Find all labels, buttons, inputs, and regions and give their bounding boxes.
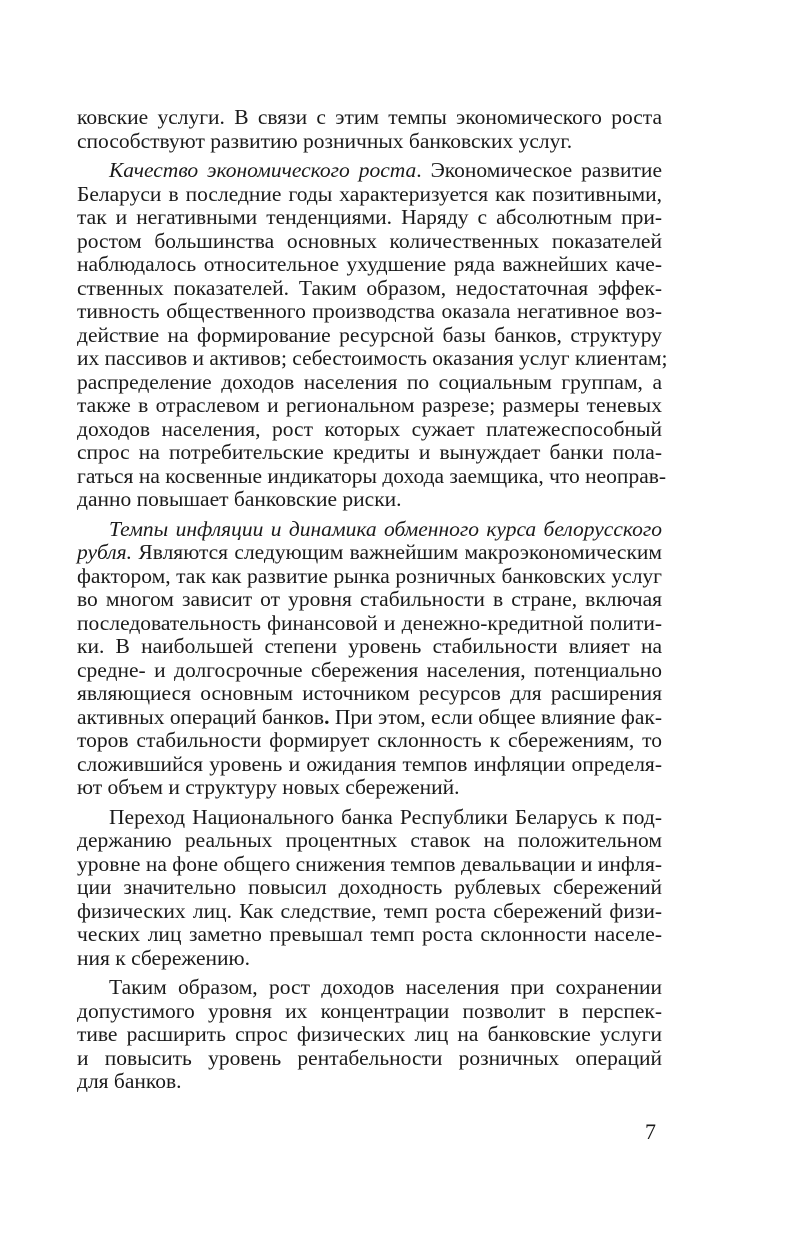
text-line: [77, 729, 662, 753]
text-run: средне- и долгосрочные сбережения населения, потенциально: [77, 657, 662, 682]
text-run: способствуют развитию розничных банковских услуг.: [77, 128, 573, 153]
paragraph: [77, 106, 662, 153]
paragraph: [77, 158, 668, 512]
text-line: [77, 876, 662, 900]
text-run: Переход Национального банка Республики Беларусь к под-: [109, 804, 662, 829]
text-line: [77, 106, 662, 130]
paragraph: [77, 976, 662, 1094]
text-line: [77, 394, 662, 418]
text-line: [77, 277, 662, 301]
text-run: держанию реальных процентных ставок на положительном: [77, 828, 662, 852]
text-run: действие на формирование ресурсной базы банков, структуру: [77, 322, 662, 347]
text-line: [77, 1000, 662, 1024]
text-line: [77, 588, 662, 612]
text-line: [77, 776, 662, 800]
text-line: [77, 635, 662, 659]
text-line: [77, 1070, 662, 1094]
text-line: [77, 300, 662, 324]
text-run: допустимого уровня их концентрации позволит в перспек-: [77, 998, 662, 1023]
text-line: [77, 518, 662, 542]
text-run: ростом большинства основных количественных показателей: [77, 228, 662, 253]
text-line: [77, 829, 662, 853]
italic-run: Темпы инфляции и динамика обменного курса белорусского: [109, 516, 662, 541]
text-line: [77, 659, 662, 683]
paragraph: [77, 806, 662, 971]
text-run: ют объем и структуру новых сбережений.: [77, 775, 460, 799]
text-run: данно повышает банковские риски.: [77, 487, 402, 511]
text-run: Являются следующим важнейшим макроэкономическим: [132, 540, 662, 564]
text-line: [77, 371, 662, 395]
text-line: [77, 706, 662, 730]
text-line: [77, 1047, 662, 1071]
text-line: [77, 159, 662, 183]
text-run: для банков.: [77, 1069, 182, 1093]
text-run: наблюдалось относительное ухудшение ряда важнейших каче-: [77, 252, 662, 276]
text-line: [77, 1023, 662, 1047]
text-run: торов стабильности формирует склонность к сбережениям, то: [77, 728, 662, 752]
text-run: ческих лиц заметно превышал темп роста склонности населе-: [77, 922, 662, 946]
text-run: При этом, если общее влияние фак-: [329, 704, 662, 729]
text-run: Беларуси в последние годы характеризуется как позитивными,: [77, 181, 662, 206]
text-run: ковские услуги. В связи с этим темпы экономического роста: [77, 105, 662, 129]
text-line: [77, 346, 668, 371]
text-run: доходов населения, рост которых сужает платежеспособный: [77, 416, 662, 441]
text-run: физических лиц. Как следствие, темп роста сбережений физи-: [77, 898, 662, 923]
text-run: . Экономическое развитие: [416, 158, 662, 182]
text-run: также в отраслевом и региональном разрезе; размеры теневых: [77, 393, 662, 417]
text-line: [77, 541, 662, 565]
text-run: активных операций банков: [77, 704, 325, 729]
text-run: сложившийся уровень и ожидания темпов инфляции определя-: [77, 751, 662, 776]
text-line: [77, 130, 662, 154]
text-line: [77, 488, 662, 512]
text-line: [77, 463, 667, 489]
italic-run: рубля.: [77, 540, 133, 564]
paragraph: [77, 518, 662, 800]
text-run: так и негативными тенденциями. Наряду с абсолютным при-: [77, 205, 662, 229]
text-line: [77, 418, 662, 442]
text-line: [77, 976, 662, 1000]
text-line: [77, 900, 662, 924]
text-run: последовательность финансовой и денежно-кредитной полити-: [77, 610, 662, 635]
text-run: и повысить уровень рентабельности розничных операций: [77, 1045, 662, 1070]
text-line: [77, 682, 662, 706]
text-line: [77, 324, 662, 348]
text-run: распределение доходов населения по социальным группам, а: [77, 369, 662, 394]
text-line: [77, 253, 662, 277]
text-line: [77, 183, 662, 207]
text-run: тивность общественного производства оказала негативное воз-: [77, 299, 662, 323]
text-run: Таким образом, рост доходов населения при сохранении: [109, 975, 662, 999]
text-line: [77, 230, 662, 254]
text-run: гаться на косвенные индикаторы дохода заемщика, что неоправ-: [77, 463, 667, 488]
text-line: [77, 753, 662, 777]
text-run: тиве расширить спрос физических лиц на банковские услуги: [77, 1022, 662, 1046]
text-line: [77, 565, 662, 589]
text-line: [77, 206, 662, 230]
page-body: [77, 105, 668, 1094]
text-line: [77, 612, 662, 636]
text-line: [77, 853, 662, 877]
text-run: ки. В наибольшей степени уровень стабильности влияет на: [77, 634, 662, 658]
bold-run: .: [324, 704, 330, 729]
text-run: спрос на потребительские кредиты и вынуждает банки пола-: [77, 440, 662, 464]
text-run: являющиеся основным источником ресурсов для расширения: [77, 681, 662, 705]
italic-run: Качество экономического роста: [109, 158, 417, 182]
text-run: ственных показателей. Таким образом, недостаточная эффек-: [77, 275, 662, 300]
text-run: их пассивов и активов; себестоимость оказания услуг клиентам;: [77, 346, 668, 370]
text-line: [77, 947, 662, 971]
text-run: во многом зависит от уровня стабильности в стране, включая: [77, 587, 662, 611]
text-run: уровне на фоне общего снижения темпов девальвации и инфля-: [77, 851, 662, 876]
text-line: [77, 923, 662, 947]
text-run: ния к сбережению.: [77, 945, 250, 970]
text-run: ции значительно повысил доходность рублевых сбережений: [77, 875, 662, 899]
text-line: [77, 806, 662, 830]
text-line: [77, 441, 662, 465]
page-number: 7: [645, 1119, 656, 1144]
text-run: фактором, так как развитие рынка розничных банковских услуг: [77, 563, 662, 588]
